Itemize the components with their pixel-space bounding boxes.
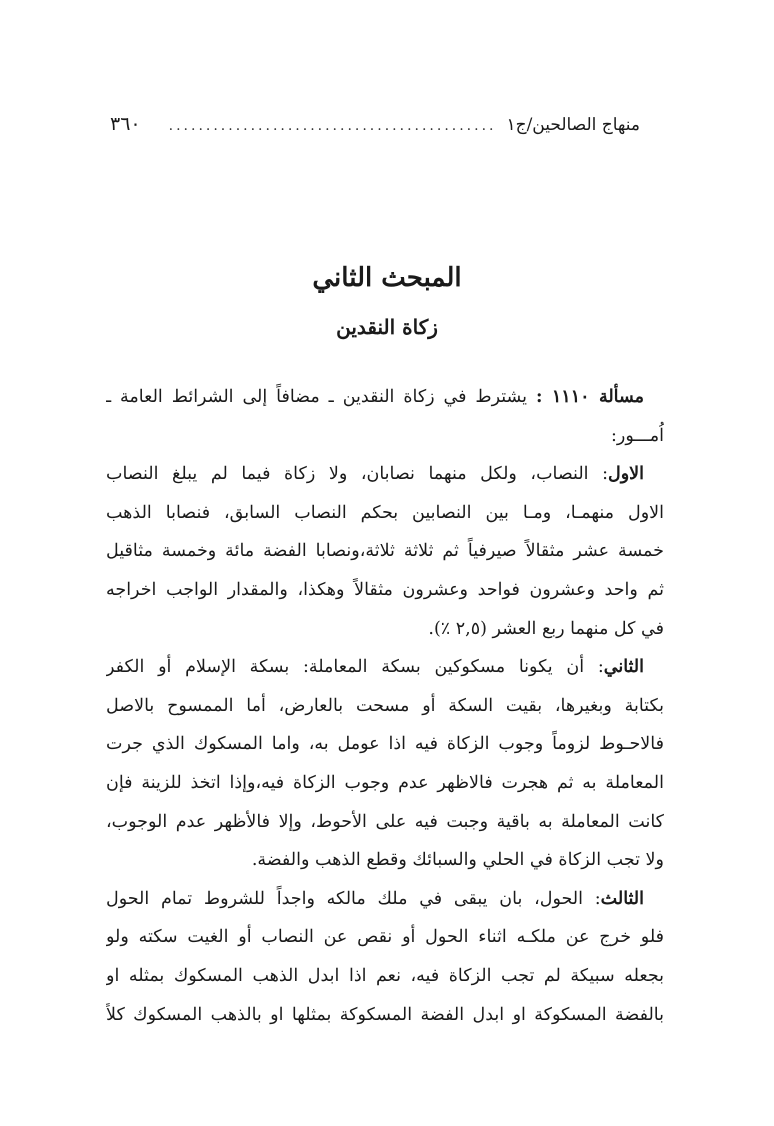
line-text: فلو خرج عن ملكـه اثناء الحول أو نقص عن النصاب أو الغيت سكته ولو — [106, 927, 664, 948]
text-line — [106, 494, 664, 533]
line-lead: الثالث — [600, 888, 644, 909]
leader-dots: ............................................ — [168, 118, 497, 134]
line-text: ثم واحد وعشرون فواحد وعشرون مثقالاً وهكذا، والمقدار الواجب اخراجه — [106, 579, 664, 600]
text-line — [106, 996, 664, 1035]
line-text: يشترط في زكاة النقدين ـ مضافاً إلى الشرائط العامة ـ — [106, 387, 536, 407]
text-line — [106, 648, 664, 687]
page-header — [110, 112, 640, 138]
line-text: خمسة عشر مثقالاً صيرفياً ثم ثلاثة ثلاثة،ونصابا الفضة مائة وخمسة مثاقيل — [106, 541, 664, 562]
text-line — [106, 610, 664, 649]
text-line — [106, 918, 664, 957]
page-number: ٣٦٠ — [110, 113, 141, 135]
line-text: ولا تجب الزكاة في الحلي والسبائك وقطع الذهب والفضة. — [251, 850, 664, 871]
line-text: : النصاب، ولكل منهما نصابان، ولا زكاة فيما لم يبلغ النصاب — [106, 464, 608, 485]
section-title: المبحث الثاني — [312, 263, 462, 293]
line-text: الاول منهمـا، ومـا بين النصابين بحكم النصاب السابق، فنصابا الذهب — [106, 502, 664, 523]
line-text: بالفضة المسكوكة او ابدل الفضة المسكوكة بمثلها او بالذهب المسكوك كلاً — [106, 1004, 664, 1025]
line-text: كانت المعاملة به باقية وجبت فيه على الأحوط، وإلا فالأظهر عدم الوجوب، — [106, 811, 664, 832]
section-subtitle: زكاة النقدين — [336, 315, 438, 339]
line-text: بجعله سبيكة لم تجب الزكاة فيه، نعم اذا ابدل الذهب المسكوك بمثله او — [106, 965, 664, 986]
line-text: فالاحـوط لزوماً وجوب الزكاة فيه اذا عومل به، واما المسكوك الذي جرت — [106, 734, 664, 755]
text-line — [106, 417, 664, 456]
line-text: : أن يكونا مسكوكين بسكة المعاملة: بسكة الإسلام أو الكفر — [106, 657, 604, 678]
text-line — [106, 532, 664, 571]
text-line — [106, 764, 664, 803]
line-lead: الثاني — [603, 657, 644, 678]
text-line — [106, 455, 664, 494]
text-line — [106, 803, 664, 842]
line-text: في كل منهما ربع العشر (٢,٥ ٪). — [428, 618, 664, 639]
text-line — [106, 841, 664, 880]
line-text: بكتابة وبغيرها، بقيت السكة أو مسحت بالعارض، أما الممسوح بالاصل — [106, 695, 664, 716]
line-text: : الحول، بان يبقى في ملك مالكه واجداً للشروط تمام الحول — [106, 888, 601, 909]
text-line — [106, 687, 664, 726]
line-lead: الاول — [607, 464, 644, 485]
text-line — [106, 880, 664, 919]
text-line — [106, 378, 664, 417]
body-text — [106, 378, 664, 1034]
line-lead: مسألة ١١١٠ : — [535, 387, 644, 407]
text-line — [106, 725, 664, 764]
text-line — [106, 571, 664, 610]
line-text: اُمـــور: — [610, 425, 664, 446]
running-title: منهاج الصالحين/ج١ — [506, 115, 640, 135]
text-line — [106, 957, 664, 996]
line-text: المعاملة به ثم هجرت فالاظهر عدم وجوب الزكاة فيه،وإذا اتخذ للزينة فإن — [106, 772, 664, 793]
